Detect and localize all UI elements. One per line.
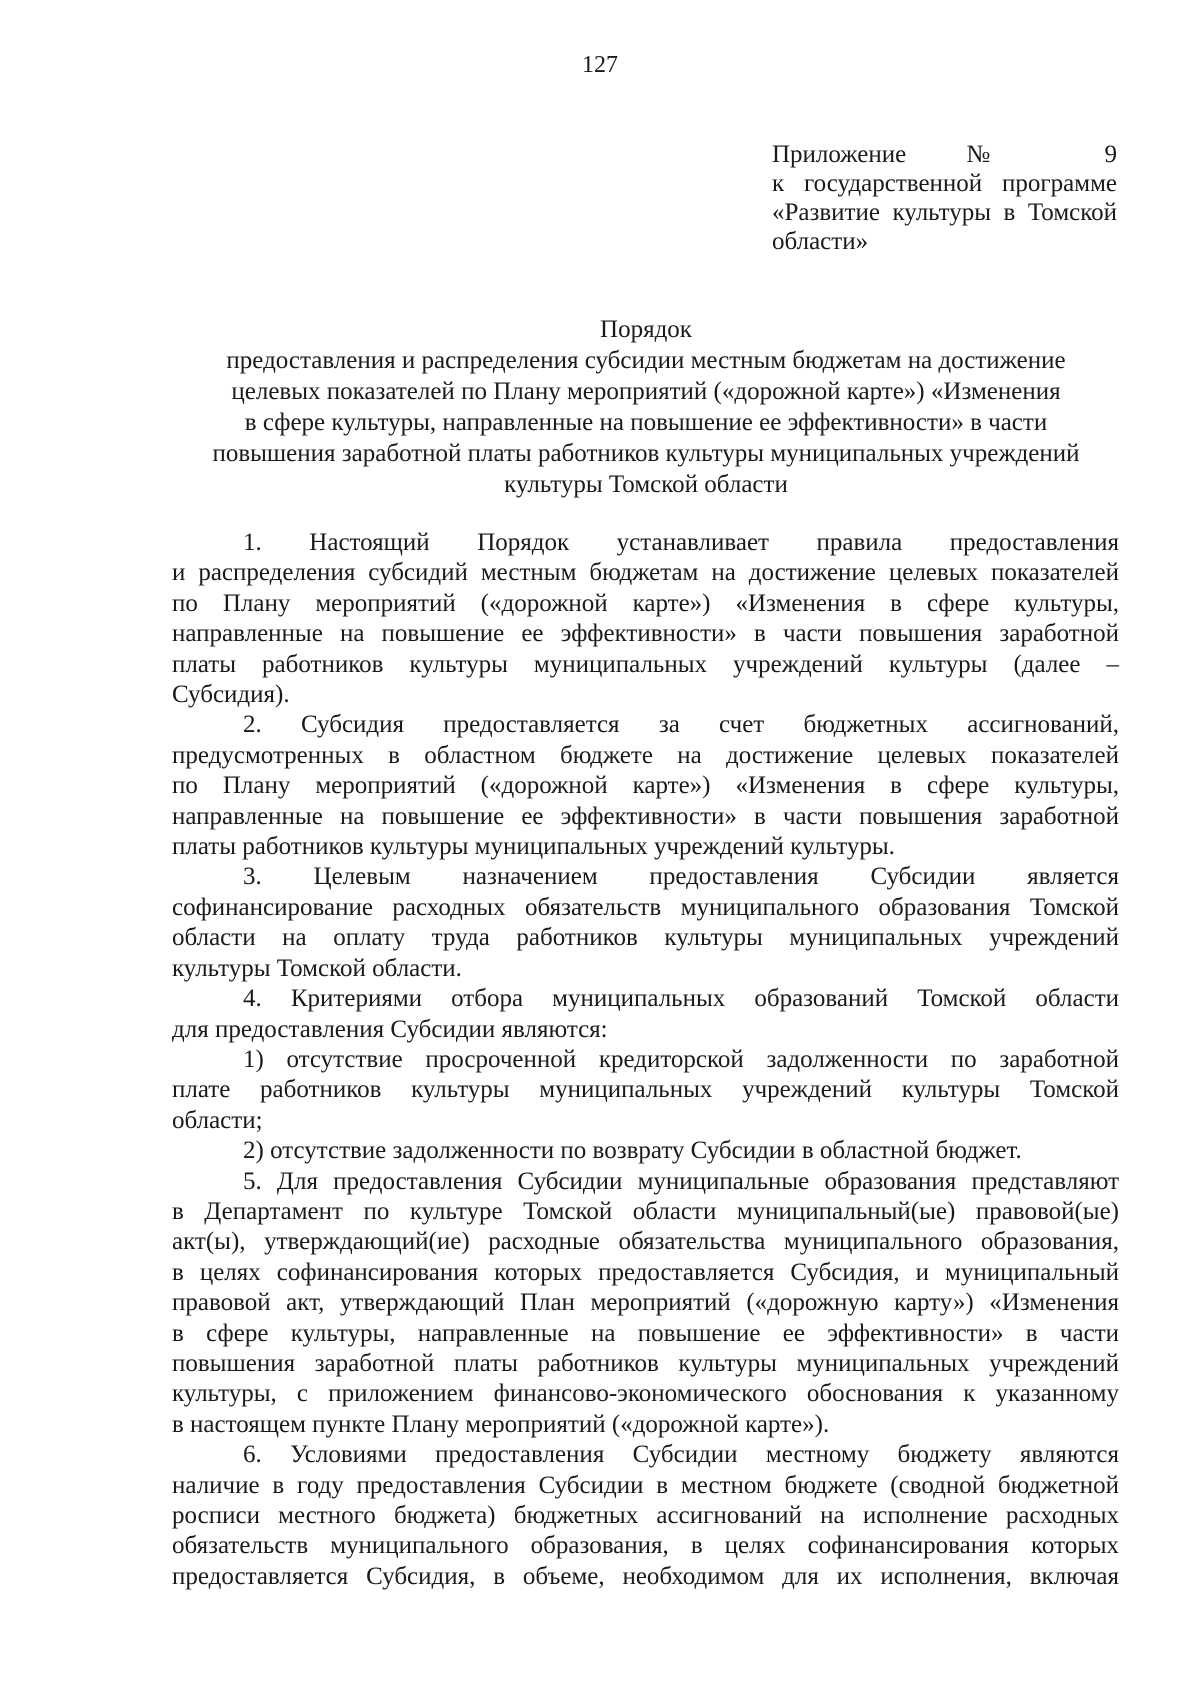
paragraph-line: в сфере культуры, направленные на повышение ее эффективности» в части — [172, 1319, 1119, 1347]
paragraph-line: 1) отсутствие просроченной кредиторской задолженности по заработной — [243, 1045, 1119, 1073]
paragraph-line: 4. Критериями отбора муниципальных образований Томской области — [243, 985, 1119, 1013]
paragraph — [172, 1045, 1119, 1136]
title-line: культуры Томской области — [504, 471, 788, 498]
paragraph-line: области на оплату труда работников культуры муниципальных учреждений — [172, 924, 1119, 952]
paragraph-line: платы работников культуры муниципальных учреждений культуры. — [172, 833, 895, 861]
paragraph-line: для предоставления Субсидии являются: — [172, 1015, 608, 1043]
paragraph-line: в Департамент по культуре Томской области муниципальный(ые) правовой(ые) — [172, 1197, 1119, 1225]
paragraph-line: 5. Для предоставления Субсидии муниципальные образования представляют — [243, 1167, 1119, 1195]
page-number: 127 — [582, 52, 618, 78]
title-heading: Порядок — [600, 316, 692, 343]
paragraph-line: наличие в году предоставления Субсидии в местном бюджете (сводной бюджетной — [172, 1471, 1119, 1499]
paragraph-line: 3. Целевым назначением предоставления Субсидии является — [243, 863, 1119, 891]
paragraph-line: 2) отсутствие задолженности по возврату Субсидии в областной бюджет. — [243, 1137, 1022, 1165]
title-line: повышения заработной платы работников культуры муниципальных учреждений — [212, 440, 1080, 467]
paragraph-line: и распределения субсидий местным бюджетам на достижение целевых показателей — [172, 559, 1119, 587]
paragraph-line: росписи местного бюджета) бюджетных ассигнований на исполнение расходных — [172, 1502, 1119, 1529]
paragraph — [172, 1440, 1119, 1592]
appendix-line: Приложение № 9 — [772, 141, 1117, 168]
document-title — [172, 314, 1120, 500]
paragraph — [172, 528, 1119, 710]
appendix-line: «Развитие культуры в Томской — [772, 199, 1117, 226]
title-line: целевых показателей по Плану мероприятий («дорожной карте») «Изменения — [231, 378, 1061, 405]
paragraph-line: предоставляется Субсидия, в объеме, необходимом для их исполнения, включая — [172, 1562, 1119, 1590]
paragraph-line: направленные на повышение ее эффективности» в части повышения заработной — [172, 620, 1119, 648]
appendix-line: к государственной программе — [772, 170, 1117, 197]
paragraph-line: повышения заработной платы работников культуры муниципальных учреждений — [172, 1349, 1119, 1377]
paragraph-line: культуры Томской области. — [172, 954, 462, 982]
paragraph-line: 1. Настоящий Порядок устанавливает правила предоставления — [243, 529, 1119, 556]
paragraph-line: акт(ы), утверждающий(ие) расходные обязательства муниципального образования, — [172, 1228, 1119, 1256]
paragraph — [172, 710, 1119, 862]
paragraph-line: предусмотренных в областном бюджете на достижение целевых показателей — [172, 741, 1119, 769]
paragraph-line: в целях софинансирования которых предоставляется Субсидия, и муниципальный — [172, 1258, 1119, 1286]
paragraph — [172, 862, 1119, 984]
title-line: в сфере культуры, направленные на повышение ее эффективности» в части — [244, 409, 1048, 436]
title-line: предоставления и распределения субсидии местным бюджетам на достижение — [226, 347, 1066, 374]
paragraph-line: по Плану мероприятий («дорожной карте») «Изменения в сфере культуры, — [172, 772, 1119, 800]
paragraph — [172, 1167, 1119, 1441]
paragraph — [172, 1136, 1119, 1166]
body-text — [172, 528, 1119, 1592]
paragraph-line: области; — [172, 1106, 263, 1134]
paragraph-line: платы работников культуры муниципальных учреждений культуры (далее – — [172, 650, 1119, 678]
paragraph-line: 6. Условиями предоставления Субсидии местному бюджету являются — [243, 1441, 1119, 1469]
paragraph-line: по Плану мероприятий («дорожной карте») «Изменения в сфере культуры, — [172, 589, 1119, 617]
paragraph-line: обязательств муниципального образования, в целях софинансирования которых — [172, 1532, 1119, 1560]
paragraph-line: правовой акт, утверждающий План мероприятий («дорожную карту») «Изменения — [172, 1289, 1119, 1317]
paragraph-line: плате работников культуры муниципальных учреждений культуры Томской — [172, 1076, 1119, 1104]
paragraph-line: 2. Субсидия предоставляется за счет бюджетных ассигнований, — [243, 711, 1119, 739]
paragraph-line: культуры, с приложением финансово-экономического обоснования к указанному — [172, 1380, 1119, 1408]
appendix-line: области» — [772, 228, 869, 255]
paragraph-line: софинансирование расходных обязательств муниципального образования Томской — [172, 893, 1119, 921]
paragraph-line: в настоящем пункте Плану мероприятий («дорожной карте»). — [172, 1410, 830, 1438]
appendix-note — [772, 140, 1117, 256]
paragraph — [172, 984, 1119, 1045]
paragraph-line: направленные на повышение ее эффективности» в части повышения заработной — [172, 802, 1119, 830]
paragraph-line: Субсидия). — [172, 681, 290, 709]
